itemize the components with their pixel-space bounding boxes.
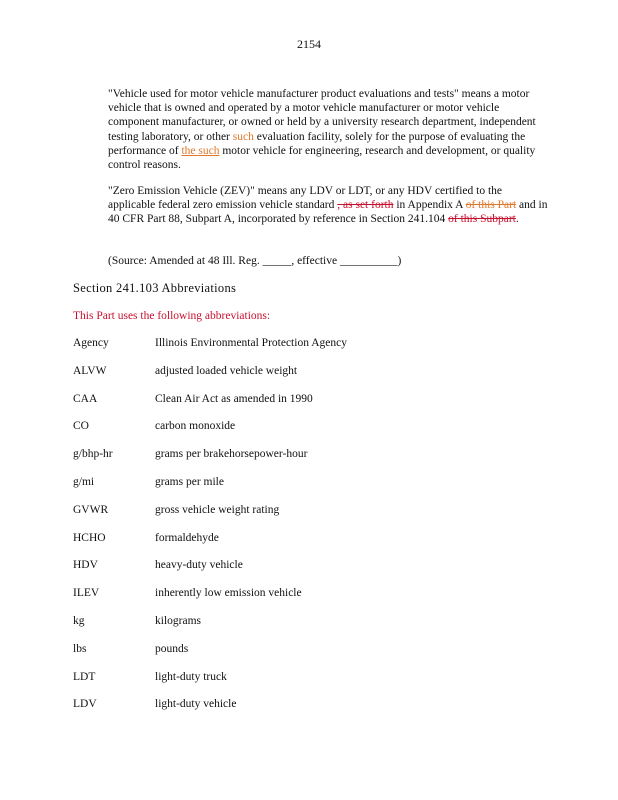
abbreviation-row [73,698,553,714]
abbreviation-meaning: grams per brakehorsepower-hour [155,448,308,460]
abbreviation-meaning: Illinois Environmental Protection Agency [155,337,347,349]
abbreviation-term: ILEV [73,587,100,599]
definition-vehicle-used-for-evaluations [108,87,548,172]
abbreviation-meaning: adjusted loaded vehicle weight [155,365,298,377]
abbreviation-meaning: light-duty truck [155,671,227,683]
abbreviation-term: LDV [73,698,97,710]
abbreviation-meaning: Clean Air Act as amended in 1990 [155,393,313,405]
inserted-text: the such [181,144,220,157]
abbreviation-row [73,420,553,436]
abbreviation-row [73,504,553,520]
definition-text: evaluation facility, solely for the purpose of evaluating the performance of [108,130,526,157]
section-heading: Section 241.103 Abbreviations [73,281,237,295]
definition-text: motor vehicle for engineering, research and development, or quality control reasons. [108,144,536,172]
abbreviation-row [73,559,553,575]
page-number: 2154 [297,37,321,51]
abbreviation-meaning: kilograms [155,615,201,627]
abbreviation-row [73,615,553,631]
abbreviation-term: g/mi [73,476,95,488]
abbreviation-row [73,365,553,381]
abbreviation-term: GVWR [73,504,109,516]
deleted-text: of this Subpart [448,213,516,226]
source-note: (Source: Amended at 48 Ill. Reg. _____, effective __________) [108,255,402,267]
abbreviation-row [73,476,553,492]
abbreviation-meaning: pounds [155,643,189,655]
abbreviation-meaning: inherently low emission vehicle [155,587,302,599]
abbreviation-term: LDT [73,671,96,683]
abbreviation-term: CO [73,420,89,432]
abbreviation-row [73,587,553,603]
deleted-text: of this Part [465,199,517,212]
definition-text: and in 40 CFR Part 88, Subpart A, incorporated by reference in Section 241.104 [108,199,548,226]
abbreviation-meaning: formaldehyde [155,532,219,544]
abbreviation-term: ALVW [73,365,107,377]
definition-text: "Vehicle used for motor vehicle manufacturer product evaluations and tests" means a motor vehicle that is owned and operated by a motor vehicle manufacturer or motor vehicle component manufacturer, or owned or held by a university research department, independent testing laboratory, or other [108,88,536,143]
definition-zero-emission-vehicle [108,184,548,227]
abbreviation-meaning: heavy-duty vehicle [155,559,243,571]
abbreviation-row [73,532,553,548]
section-intro: This Part uses the following abbreviations: [73,310,271,322]
abbreviation-term: kg [73,615,85,627]
abbreviation-row [73,337,553,353]
abbreviation-row [73,643,553,659]
abbreviation-row [73,448,553,464]
definition-text: . [515,213,519,226]
definition-text: in Appendix A [393,199,466,212]
abbreviation-meaning: light-duty vehicle [155,698,237,710]
definition-text: "Zero Emission Vehicle (ZEV)" means any LDV or LDT, or any HDV certified to the applicable federal zero emission vehicle standard [108,185,503,212]
deleted-text: , as set forth [337,199,394,212]
abbreviation-meaning: grams per mile [155,476,224,488]
abbreviation-term: Agency [73,337,109,349]
inserted-text: such [232,130,254,143]
abbreviation-term: g/bhp-hr [73,448,113,460]
abbreviation-meaning: gross vehicle weight rating [155,504,280,516]
abbreviation-term: HCHO [73,532,106,544]
abbreviation-term: HDV [73,559,98,571]
abbreviation-term: lbs [73,643,87,655]
abbreviation-term: CAA [73,393,98,405]
abbreviation-row [73,393,553,409]
abbreviation-row [73,671,553,687]
abbreviation-meaning: carbon monoxide [155,420,236,432]
